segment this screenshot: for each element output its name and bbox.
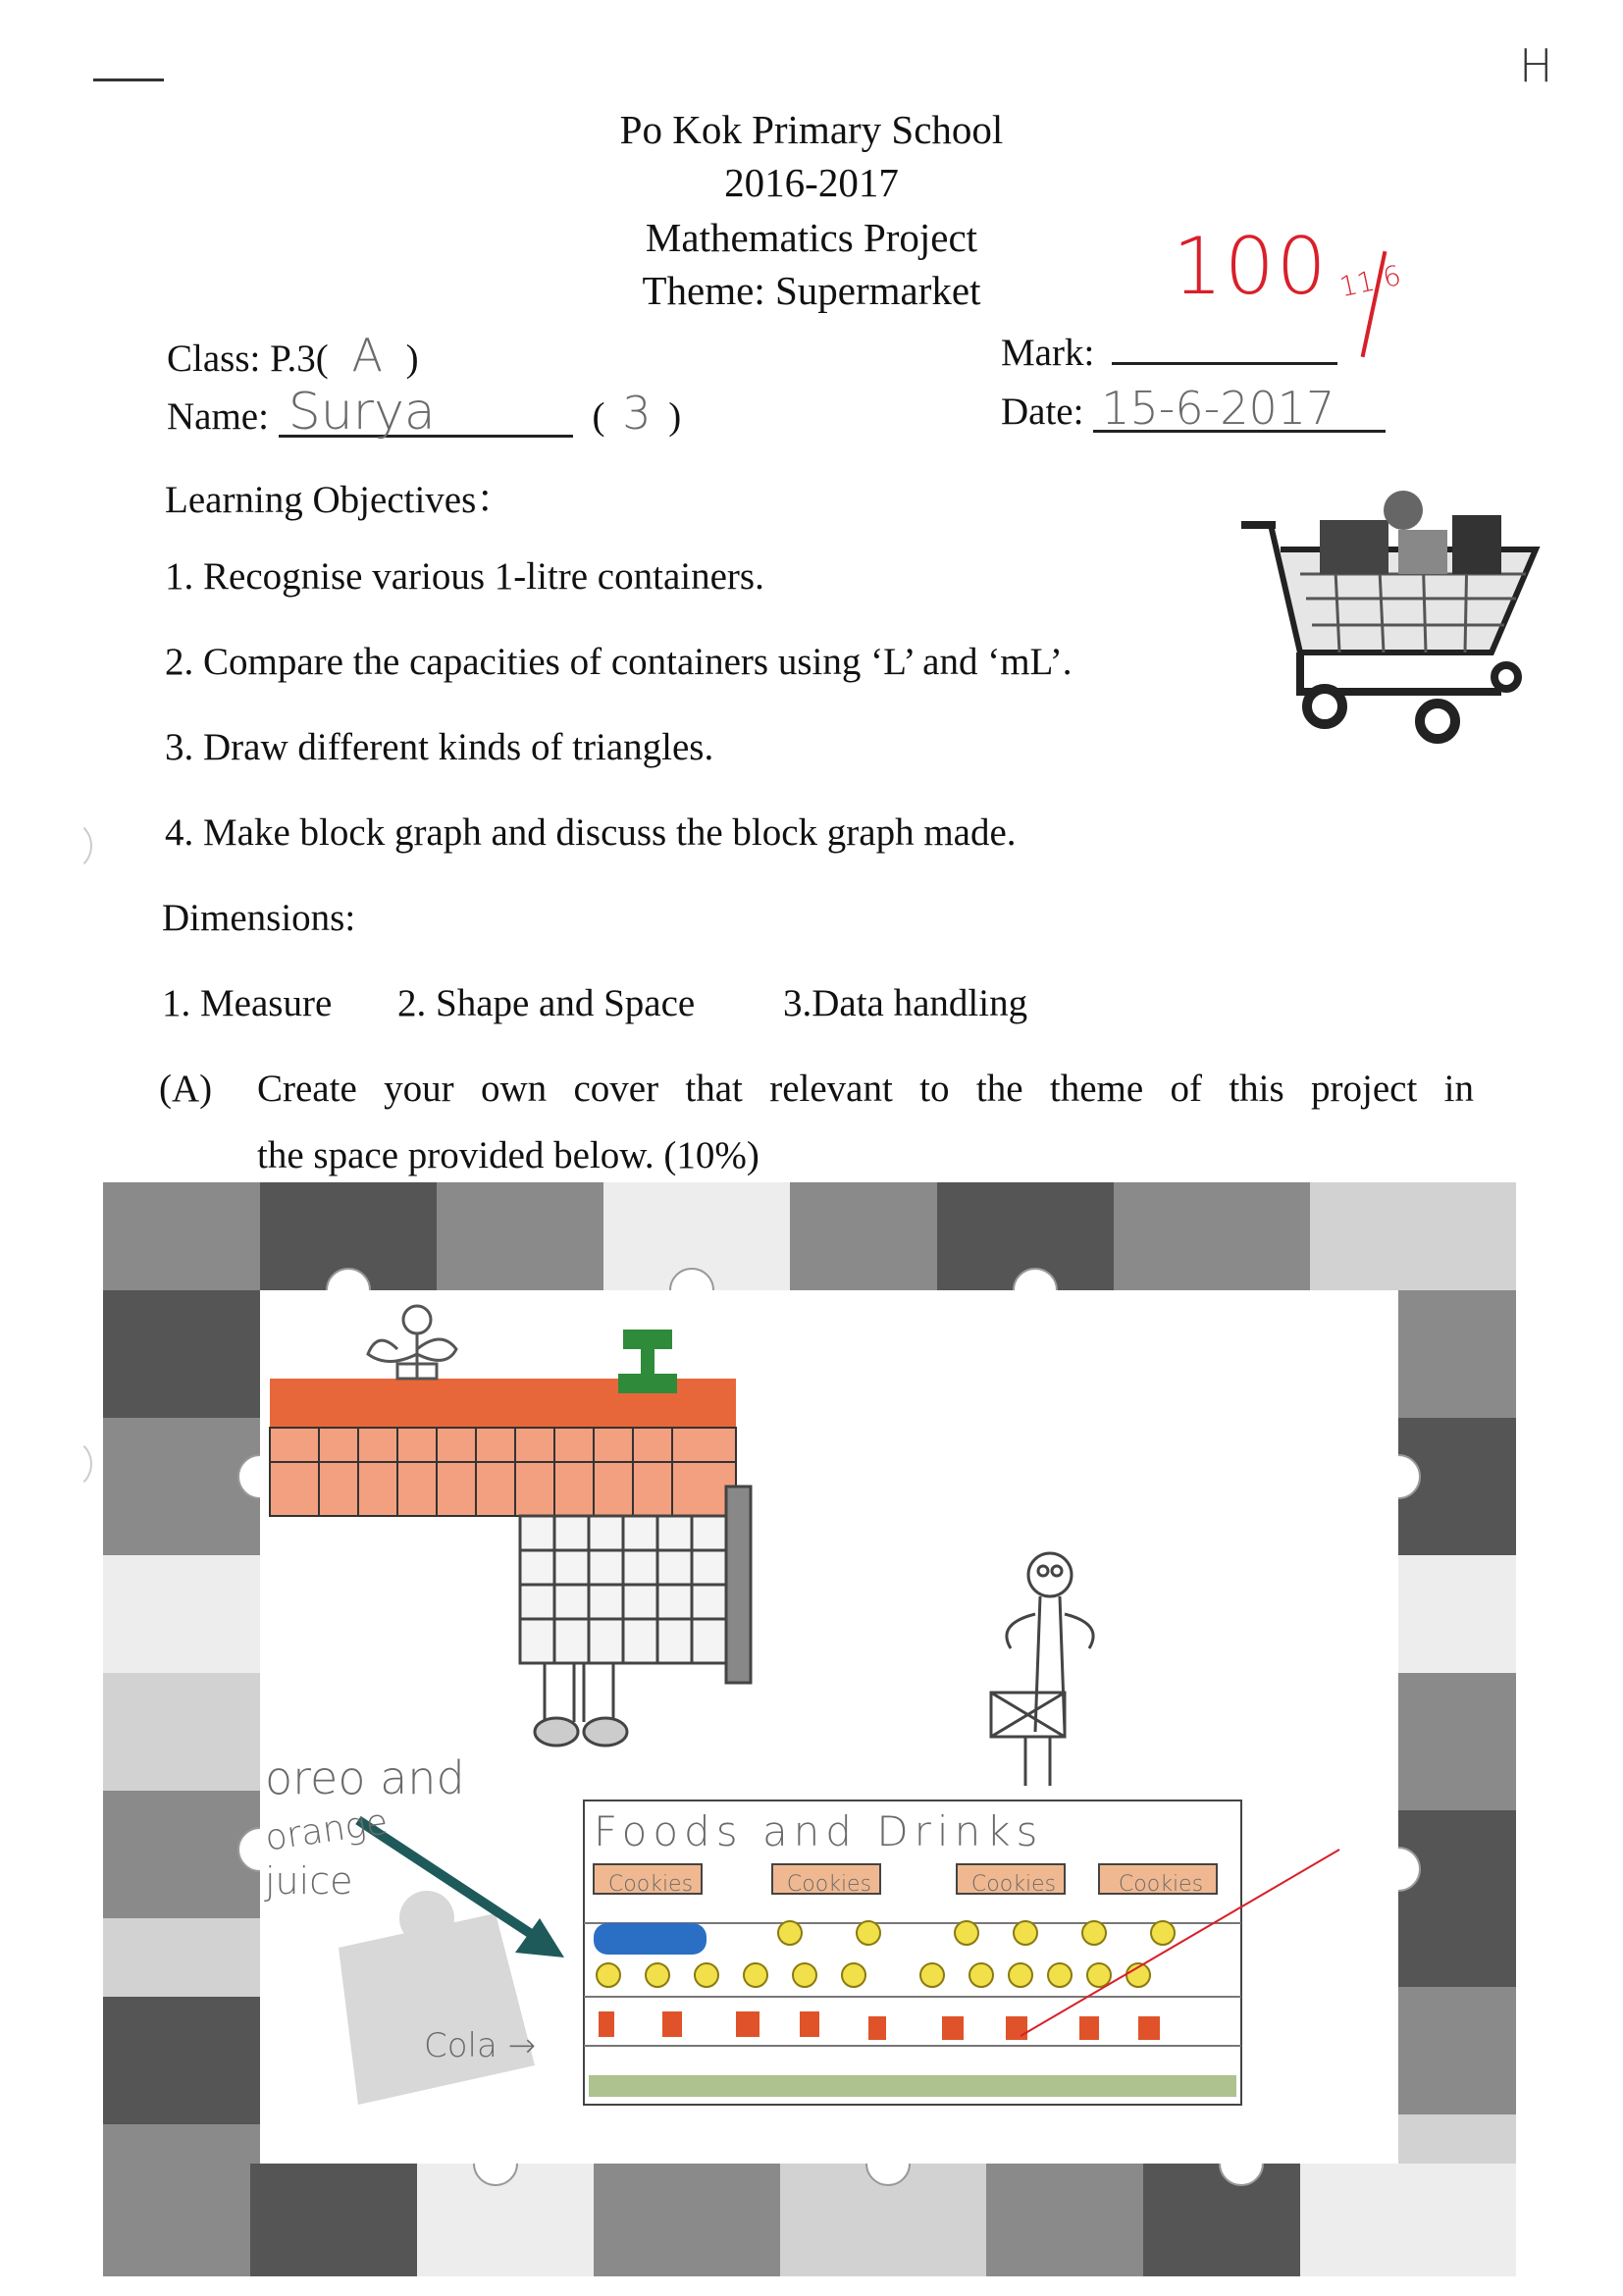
dimension-2: 2. Shape and Space bbox=[397, 982, 696, 1024]
cover-drawing bbox=[103, 1182, 1516, 2276]
shelf-sign-3: Cookies bbox=[970, 1872, 1057, 1897]
dimension-3: 3.Data handling bbox=[783, 982, 1028, 1024]
cola-label: Cola → bbox=[424, 2026, 537, 2065]
school-name: Po Kok Primary School bbox=[619, 107, 1004, 152]
date-label: Date: bbox=[1001, 391, 1084, 433]
dimension-1: 1. Measure bbox=[162, 982, 333, 1024]
project-theme: Theme: Supermarket bbox=[642, 268, 981, 313]
objective-3: 3. Draw different kinds of triangles. bbox=[165, 726, 714, 768]
date-value: 15-6-2017 bbox=[1093, 387, 1386, 433]
shelf-sign-2: Cookies bbox=[786, 1872, 872, 1897]
mark-row bbox=[1001, 329, 1337, 375]
task-a-text-line1: Create your own cover that relevant to the theme of this project in bbox=[257, 1068, 1474, 1110]
school-year: 2016-2017 bbox=[724, 160, 899, 205]
hole-punch-mark bbox=[39, 819, 92, 872]
class-label: Class: P.3( bbox=[167, 338, 329, 380]
name-value: Surya bbox=[279, 390, 573, 438]
class-close: ) bbox=[405, 338, 419, 380]
checkout-counter bbox=[270, 1379, 736, 1516]
hole-punch-mark bbox=[39, 1437, 92, 1490]
number-open: ( bbox=[592, 395, 605, 438]
annotation-line3: juice bbox=[265, 1859, 353, 1903]
number-close: ) bbox=[668, 395, 682, 438]
shelf-sign-1: Cookies bbox=[607, 1872, 694, 1897]
objective-4: 4. Make block graph and discuss the block graph made. bbox=[165, 811, 1017, 854]
class-value: A bbox=[351, 329, 383, 382]
task-a-label: (A) bbox=[159, 1068, 213, 1110]
project-subject: Mathematics Project bbox=[645, 215, 978, 260]
name-row bbox=[167, 383, 682, 442]
task-a-text-line2: the space provided below. (10%) bbox=[257, 1134, 759, 1176]
grade-initials: 11/6 bbox=[1336, 258, 1404, 304]
mark-label: Mark: bbox=[1001, 332, 1095, 374]
number-value: 3 bbox=[622, 387, 652, 440]
shelf-sign-4: Cookies bbox=[1118, 1872, 1204, 1897]
shopping-cart-icon bbox=[1241, 481, 1545, 746]
corner-dash bbox=[93, 78, 164, 81]
objective-2: 2. Compare the capacities of containers using ‘L’ and ‘mL’. bbox=[165, 641, 1073, 683]
date-row bbox=[1001, 382, 1386, 435]
objective-1: 1. Recognise various 1-litre containers. bbox=[165, 555, 764, 598]
annotation-line2: orange bbox=[262, 1801, 391, 1859]
name-label: Name: bbox=[167, 395, 269, 438]
corner-mark: H bbox=[1519, 39, 1553, 92]
grade-score: 100 bbox=[1173, 221, 1329, 312]
annotation-line1: oreo and bbox=[265, 1751, 465, 1804]
objectives-heading: Learning Objectives： bbox=[165, 479, 515, 521]
dimensions-heading: Dimensions: bbox=[162, 897, 356, 939]
shelf-title: Foods and Drinks bbox=[594, 1807, 1044, 1855]
class-row bbox=[167, 329, 419, 382]
mark-field bbox=[1112, 329, 1337, 365]
